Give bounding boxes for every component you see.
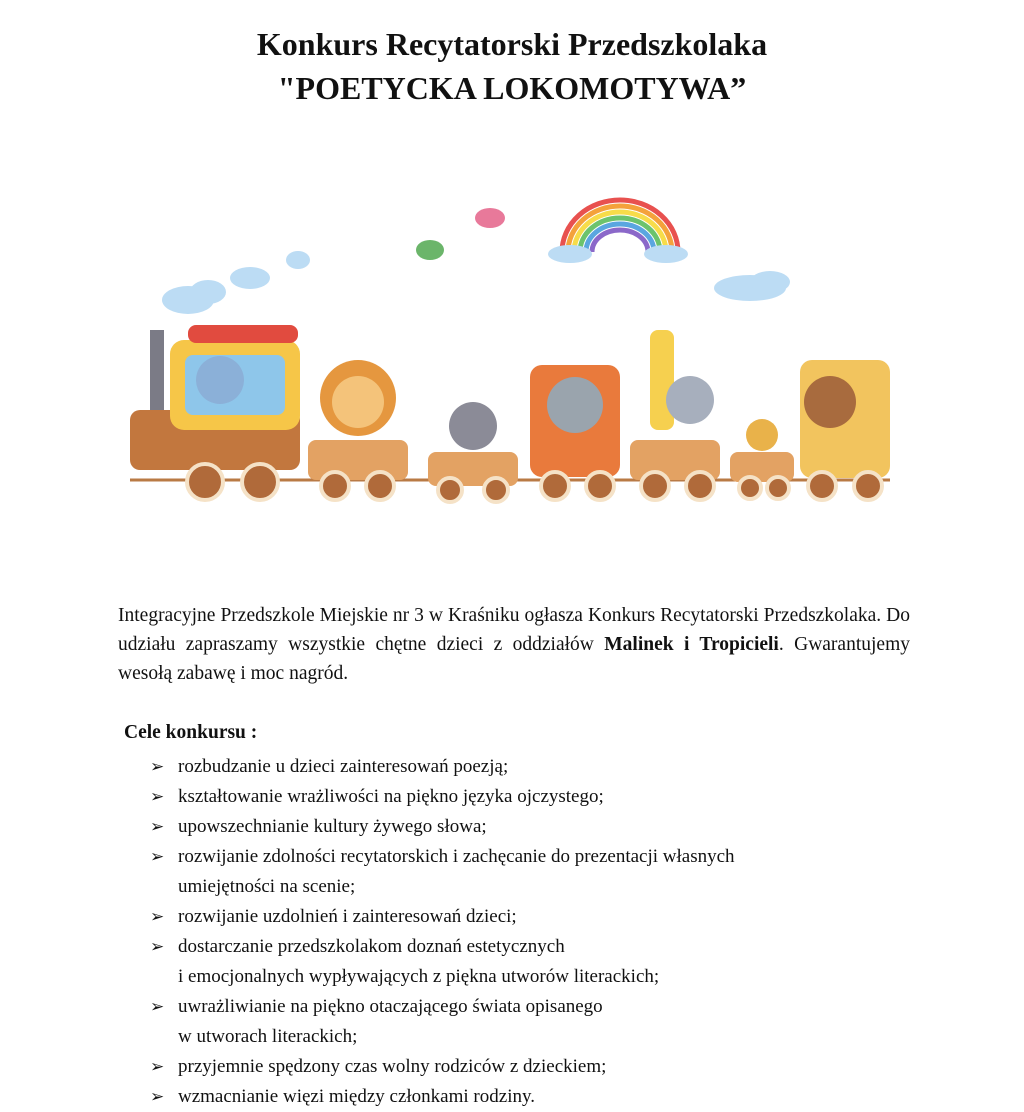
- list-item: [150, 1082, 910, 1112]
- list-item: [150, 752, 910, 782]
- list-item: [150, 992, 910, 1052]
- list-item: [150, 842, 910, 902]
- wagon-icon: [630, 330, 720, 480]
- rainbow-icon: [562, 200, 678, 252]
- wagon-icon: [308, 360, 408, 480]
- wagon-icon: [800, 360, 890, 478]
- wagon-icon: [428, 402, 518, 486]
- cloud-icon: [162, 251, 790, 314]
- arrow-bullet-icon: ➢: [150, 997, 165, 1016]
- list-item-text: kształtowanie wrażliwości na piękno języka ojczystego;: [178, 786, 604, 807]
- arrow-bullet-icon: ➢: [150, 937, 165, 956]
- list-item-text: rozwijanie uzdolnień i zainteresowań dzieci;: [178, 906, 517, 927]
- list-item-text: umiejętności na scenie;: [178, 876, 356, 897]
- list-item: [150, 932, 910, 992]
- locomotive-icon: [130, 325, 300, 470]
- page-title: Konkurs Recytatorski Przedszkolaka: [256, 26, 768, 62]
- list-item: [150, 812, 910, 842]
- wagon-icon: [730, 419, 794, 482]
- goals-list: [150, 752, 910, 1112]
- list-item-text: wzmacnianie więzi między członkami rodziny.: [178, 1086, 535, 1107]
- list-item-text: przyjemnie spędzony czas wolny rodziców z dzieckiem;: [178, 1056, 607, 1077]
- bird-icon: [475, 208, 505, 228]
- arrow-bullet-icon: ➢: [150, 817, 165, 836]
- wagon-icon: [530, 365, 620, 477]
- arrow-bullet-icon: ➢: [150, 907, 165, 926]
- list-item-text: rozwijanie zdolności recytatorskich i zachęcanie do prezentacji własnych: [178, 846, 735, 867]
- list-item-text: i emocjonalnych wypływających z piękna utworów literackich;: [178, 966, 660, 987]
- group-names: Malinek i Tropicieli: [604, 634, 779, 655]
- arrow-bullet-icon: ➢: [150, 787, 165, 806]
- arrow-bullet-icon: ➢: [150, 757, 165, 776]
- children-train-illustration: [110, 190, 920, 520]
- intro-paragraph: Integracyjne Przedszkole Miejskie nr 3 w Kraśniku ogłasza Konkurs Recytatorski Przedszkolaka. Do udziału zapraszamy wszystkie chętne dzieci z oddziałów Malinek i Tropicieli. Gwarantujemy wesołą zabawę i moc nagród.: [118, 605, 910, 684]
- arrow-bullet-icon: ➢: [150, 847, 165, 866]
- list-item: [150, 782, 910, 812]
- list-item: [150, 1052, 910, 1082]
- list-item-text: rozbudzanie u dzieci zainteresowań poezją;: [178, 756, 509, 777]
- list-item-text: upowszechnianie kultury żywego słowa;: [178, 816, 487, 837]
- arrow-bullet-icon: ➢: [150, 1057, 165, 1076]
- list-item-text: dostarczanie przedszkolakom doznań estetycznych: [178, 936, 565, 957]
- goals-heading: Cele konkursu :: [124, 722, 258, 743]
- list-item-text: w utworach literackich;: [178, 1026, 358, 1047]
- bird-icon: [416, 240, 444, 260]
- list-item: [150, 902, 910, 932]
- page-subtitle: "POETYCKA LOKOMOTYWA”: [277, 70, 747, 106]
- arrow-bullet-icon: ➢: [150, 1087, 165, 1106]
- list-item-text: uwrażliwianie na piękno otaczającego świata opisanego: [178, 996, 603, 1017]
